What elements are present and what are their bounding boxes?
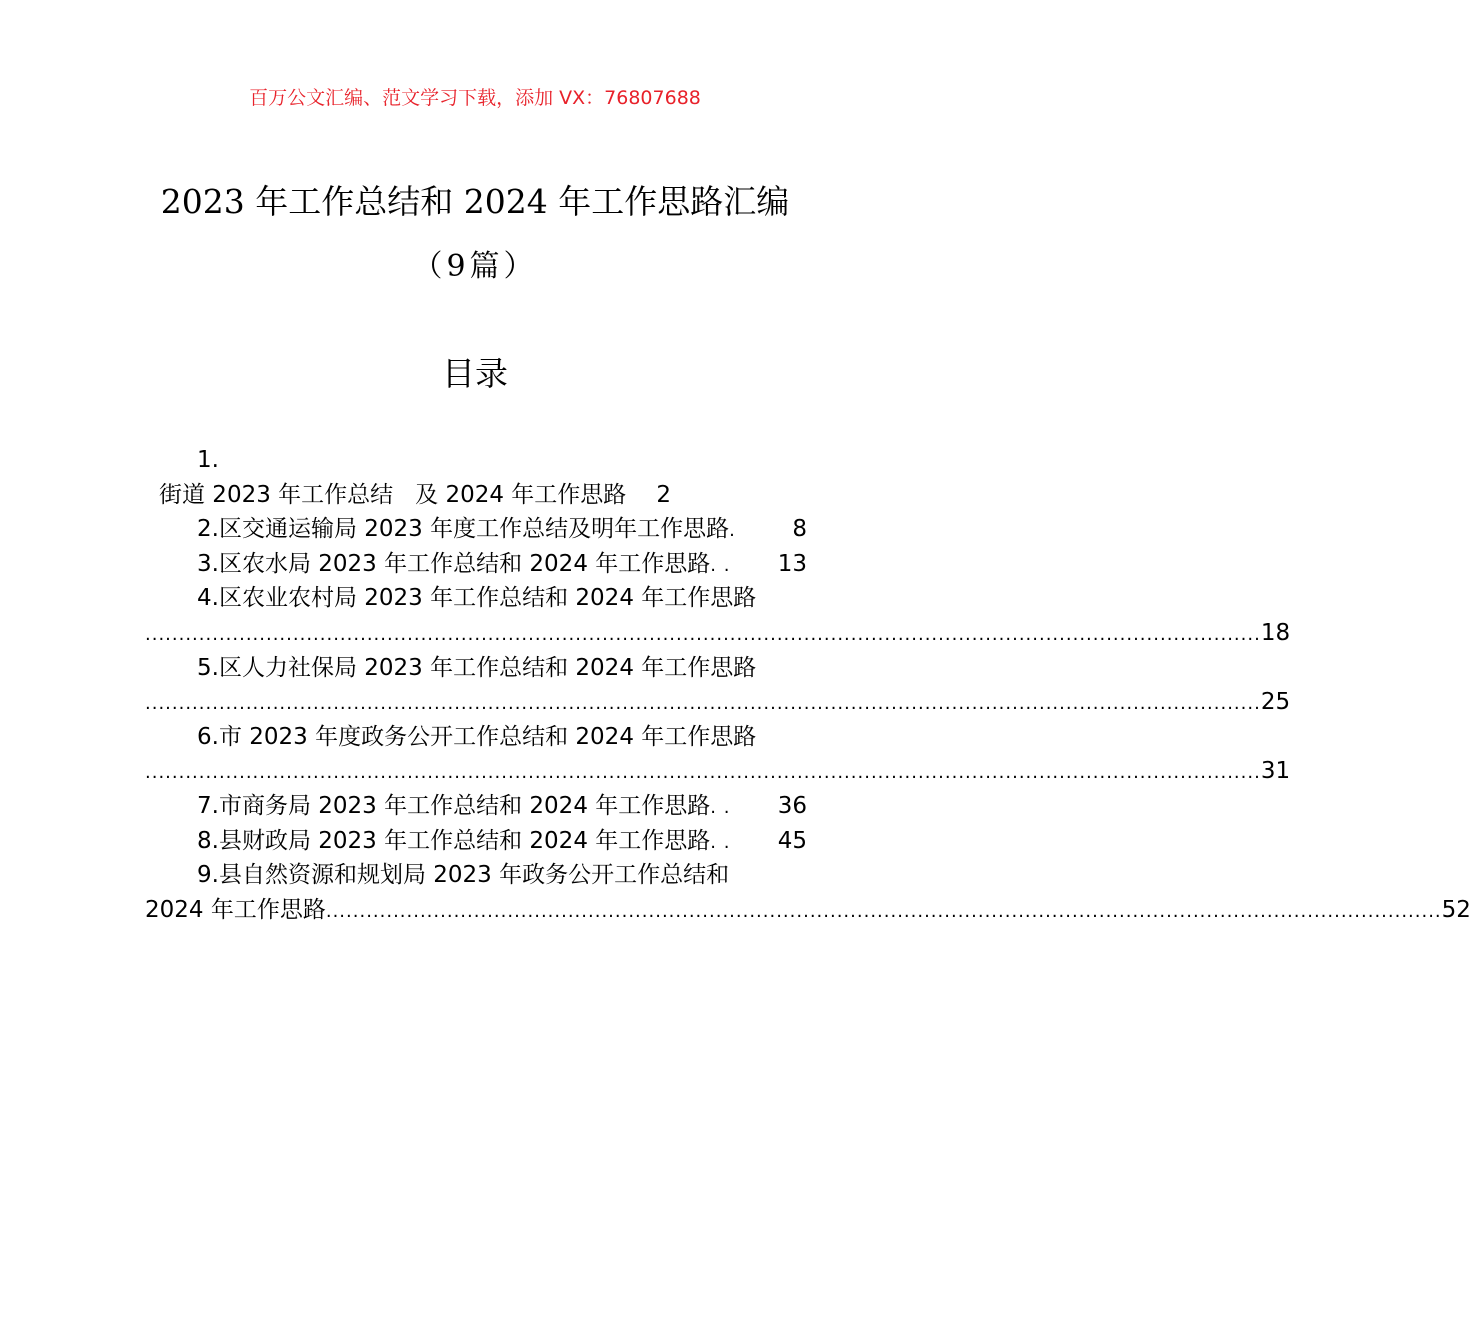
toc-item-8[interactable]: [145, 824, 807, 858]
toc-item-number: 9.: [197, 862, 219, 888]
document-subtitle: （9篇）: [412, 249, 538, 284]
toc-item-9[interactable]: [145, 858, 807, 892]
toc-leader: . .: [710, 555, 731, 576]
toc-item-4[interactable]: [145, 581, 807, 615]
toc-item-title: 县自然资源和规划局 2023 年政务公开工作总结和: [218, 862, 730, 888]
toc-leader: ......................................................................................................................................................................: [145, 624, 1261, 645]
toc-leader: . .: [710, 797, 731, 818]
toc-item-page: 8: [792, 516, 807, 542]
toc-leader: ......................................................................................................................................................................: [145, 693, 1261, 714]
toc-item-1-number[interactable]: 1.: [197, 447, 219, 473]
toc-item-1[interactable]: [145, 478, 807, 512]
toc-item-9-page-line[interactable]: [145, 893, 1471, 927]
toc-item-page: 52: [1441, 897, 1471, 923]
toc-item-number: 2.: [197, 516, 219, 542]
toc-item-5[interactable]: [145, 651, 807, 685]
toc-leader: ......................................................................................................................................................................: [145, 762, 1261, 783]
toc-item-number: 7.: [197, 793, 219, 819]
toc-item-page: 31: [1260, 758, 1291, 784]
toc-item-title: 区农业农村局 2023 年工作总结和 2024 年工作思路: [218, 585, 757, 611]
toc-item-page: 13: [777, 551, 807, 577]
toc-item-7[interactable]: [145, 789, 807, 823]
toc-leader: . .: [710, 832, 731, 853]
toc-item-2[interactable]: [145, 512, 807, 546]
document-title: 2023 年工作总结和 2024 年工作思路汇编: [160, 182, 790, 221]
toc-item-title: 区交通运输局 2023 年度工作总结及明年工作思路: [218, 516, 730, 542]
toc-item-page: 36: [777, 793, 807, 819]
toc-item-5-page-line[interactable]: [145, 685, 1291, 719]
toc-leader: .: [729, 520, 736, 541]
toc-item-4-page-line[interactable]: [145, 616, 1291, 650]
toc-item-3[interactable]: [145, 547, 807, 581]
toc-item-page: 2: [656, 482, 671, 508]
toc-item-page: 45: [777, 828, 807, 854]
toc-item-number: 3.: [197, 551, 219, 577]
toc-heading: 目录: [442, 354, 508, 393]
toc-item-number: 6.: [197, 724, 219, 750]
toc-item-title: 市商务局 2023 年工作总结和 2024 年工作思路: [218, 793, 711, 819]
toc-item-number: 8.: [197, 828, 219, 854]
toc-item-number: 4.: [197, 585, 219, 611]
toc-item-title: 区人力社保局 2023 年工作总结和 2024 年工作思路: [218, 655, 757, 681]
toc-item-title: 街道 2023 年工作总结: [159, 482, 394, 508]
toc-leader: ......................................................................................................................................................................: [325, 901, 1442, 922]
toc-item-6-page-line[interactable]: [145, 754, 1291, 788]
toc-item-title: 区农水局 2023 年工作总结和 2024 年工作思路: [218, 551, 711, 577]
toc-item-6[interactable]: [145, 720, 807, 754]
banner-text: 百万公文汇编、范文学习下载，添加 VX：76807688: [249, 87, 701, 109]
toc-item-title: 县财政局 2023 年工作总结和 2024 年工作思路: [218, 828, 711, 854]
toc-item-number: 5.: [197, 655, 219, 681]
toc-item-title-cont: 及 2024 年工作思路: [415, 482, 627, 508]
toc-item-title-cont: 2024 年工作思路: [145, 897, 326, 923]
toc-item-page: 25: [1260, 689, 1291, 715]
toc-item-title: 市 2023 年度政务公开工作总结和 2024 年工作思路: [218, 724, 757, 750]
toc-item-page: 18: [1260, 620, 1291, 646]
header-banner: [0, 84, 950, 112]
